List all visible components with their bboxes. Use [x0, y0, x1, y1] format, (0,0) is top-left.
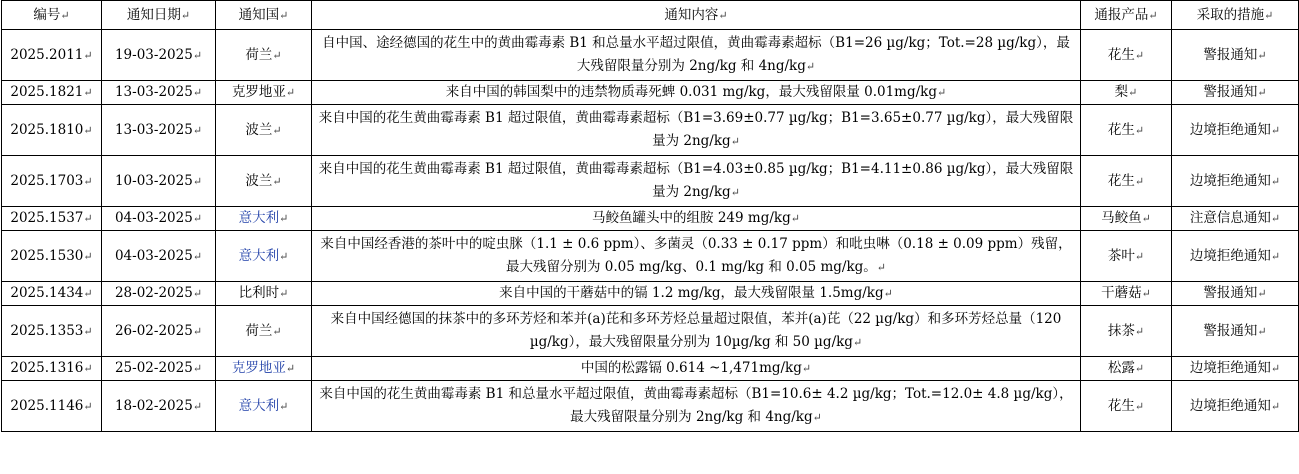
- cell-id: 2025.1530↵: [2, 231, 102, 282]
- cell-country: 荷兰↵: [216, 30, 312, 81]
- cell-content: 来自中国的韩国梨中的违禁物质毒死蜱 0.031 mg/kg，最大残留限量 0.01mg/kg↵: [312, 81, 1081, 105]
- cell-measure: 警报通知↵: [1172, 306, 1299, 357]
- cell-id: 2025.1537↵: [2, 207, 102, 231]
- cell-date: 25-02-2025↵: [102, 357, 216, 381]
- table-row: [2, 381, 1299, 432]
- table-row: [2, 30, 1299, 81]
- cell-measure: 边境拒绝通知↵: [1172, 357, 1299, 381]
- cell-measure: 边境拒绝通知↵: [1172, 105, 1299, 156]
- cell-date: 04-03-2025↵: [102, 207, 216, 231]
- cell-date: 04-03-2025↵: [102, 231, 216, 282]
- header-cell-content: 通知内容↵: [312, 1, 1081, 30]
- table-row: [2, 357, 1299, 381]
- cell-country: 荷兰↵: [216, 306, 312, 357]
- cell-country: 克罗地亚↵: [216, 81, 312, 105]
- notification-table: [1, 0, 1299, 432]
- cell-country: 意大利↵: [216, 231, 312, 282]
- header-cell-product: 通报产品↵: [1081, 1, 1172, 30]
- cell-id: 2025.1703↵: [2, 156, 102, 207]
- cell-country: 比利时↵: [216, 282, 312, 306]
- cell-id: 2025.1810↵: [2, 105, 102, 156]
- cell-measure: 警报通知↵: [1172, 282, 1299, 306]
- cell-id: 2025.1316↵: [2, 357, 102, 381]
- cell-content: 来自中国的花生黄曲霉毒素 B1 超过限值，黄曲霉毒素超标（B1=3.69±0.77 µg/kg；B1=3.65±0.77 µg/kg），最大残留限量为 2ng/kg↵: [312, 105, 1081, 156]
- cell-measure: 警报通知↵: [1172, 30, 1299, 81]
- cell-date: 18-02-2025↵: [102, 381, 216, 432]
- cell-id: 2025.1146↵: [2, 381, 102, 432]
- cell-country: 意大利↵: [216, 381, 312, 432]
- table-row: [2, 81, 1299, 105]
- cell-product: 马鲛鱼↵: [1081, 207, 1172, 231]
- cell-product: 松露↵: [1081, 357, 1172, 381]
- cell-content: 来自中国经香港的茶叶中的啶虫脒（1.1 ± 0.6 ppm）、多菌灵（0.33 ± 0.17 ppm）和吡虫啉（0.18 ± 0.09 ppm）残留，最大残留分别为 0.05 mg/kg、0.1 mg/kg 和 0.05 mg/kg。↵: [312, 231, 1081, 282]
- cell-country: 波兰↵: [216, 105, 312, 156]
- table-row: [2, 306, 1299, 357]
- header-cell-country: 通知国↵: [216, 1, 312, 30]
- cell-content: 来自中国的干蘑菇中的镉 1.2 mg/kg，最大残留限量 1.5mg/kg↵: [312, 282, 1081, 306]
- cell-product: 茶叶↵: [1081, 231, 1172, 282]
- cell-id: 2025.1821↵: [2, 81, 102, 105]
- cell-content: 来自中国经德国的抹茶中的多环芳烃和苯并(a)芘和多环芳烃总量超过限值，苯并(a)芘（22 µg/kg）和多环芳烃总量（120 µg/kg），最大残留限量分别为 10µg/kg 和 50 µg/kg↵: [312, 306, 1081, 357]
- header-cell-measure: 采取的措施↵: [1172, 1, 1299, 30]
- table-row: [2, 231, 1299, 282]
- table-row: [2, 282, 1299, 306]
- cell-date: 28-02-2025↵: [102, 282, 216, 306]
- cell-product: 花生↵: [1081, 156, 1172, 207]
- cell-date: 19-03-2025↵: [102, 30, 216, 81]
- table-row: [2, 105, 1299, 156]
- cell-measure: 注意信息通知↵: [1172, 207, 1299, 231]
- header-cell-id: 编号↵: [2, 1, 102, 30]
- cell-id: 2025.1434↵: [2, 282, 102, 306]
- cell-content: 来自中国的花生黄曲霉毒素 B1 超过限值，黄曲霉毒素超标（B1=4.03±0.85 µg/kg；B1=4.11±0.86 µg/kg），最大残留限量为 2ng/kg↵: [312, 156, 1081, 207]
- header-cell-date: 通知日期↵: [102, 1, 216, 30]
- cell-content: 中国的松露镉 0.614 ~1,471mg/kg↵: [312, 357, 1081, 381]
- cell-id: 2025.2011↵: [2, 30, 102, 81]
- cell-product: 花生↵: [1081, 381, 1172, 432]
- cell-date: 13-03-2025↵: [102, 81, 216, 105]
- cell-content: 来自中国的花生黄曲霉毒素 B1 和总量水平超过限值，黄曲霉毒素超标（B1=10.6± 4.2 µg/kg；Tot.=12.0± 4.8 µg/kg），最大残留限量分别为 2ng/kg 和 4ng/kg↵: [312, 381, 1081, 432]
- cell-country: 波兰↵: [216, 156, 312, 207]
- cell-id: 2025.1353↵: [2, 306, 102, 357]
- cell-measure: 边境拒绝通知↵: [1172, 231, 1299, 282]
- header-row: [2, 1, 1299, 30]
- cell-product: 梨↵: [1081, 81, 1172, 105]
- cell-measure: 边境拒绝通知↵: [1172, 156, 1299, 207]
- table-row: [2, 207, 1299, 231]
- cell-date: 13-03-2025↵: [102, 105, 216, 156]
- cell-country: 克罗地亚↵: [216, 357, 312, 381]
- cell-content: 马鲛鱼罐头中的组胺 249 mg/kg↵: [312, 207, 1081, 231]
- cell-product: 抹茶↵: [1081, 306, 1172, 357]
- cell-product: 干蘑菇↵: [1081, 282, 1172, 306]
- cell-content: 自中国、途经德国的花生中的黄曲霉毒素 B1 和总量水平超过限值，黄曲霉毒素超标（B1=26 µg/kg；Tot.=28 µg/kg），最大残留限量分别为 2ng/kg 和 4ng/kg↵: [312, 30, 1081, 81]
- cell-date: 10-03-2025↵: [102, 156, 216, 207]
- cell-country: 意大利↵: [216, 207, 312, 231]
- cell-measure: 边境拒绝通知↵: [1172, 381, 1299, 432]
- cell-measure: 警报通知↵: [1172, 81, 1299, 105]
- cell-date: 26-02-2025↵: [102, 306, 216, 357]
- cell-product: 花生↵: [1081, 30, 1172, 81]
- table-row: [2, 156, 1299, 207]
- cell-product: 花生↵: [1081, 105, 1172, 156]
